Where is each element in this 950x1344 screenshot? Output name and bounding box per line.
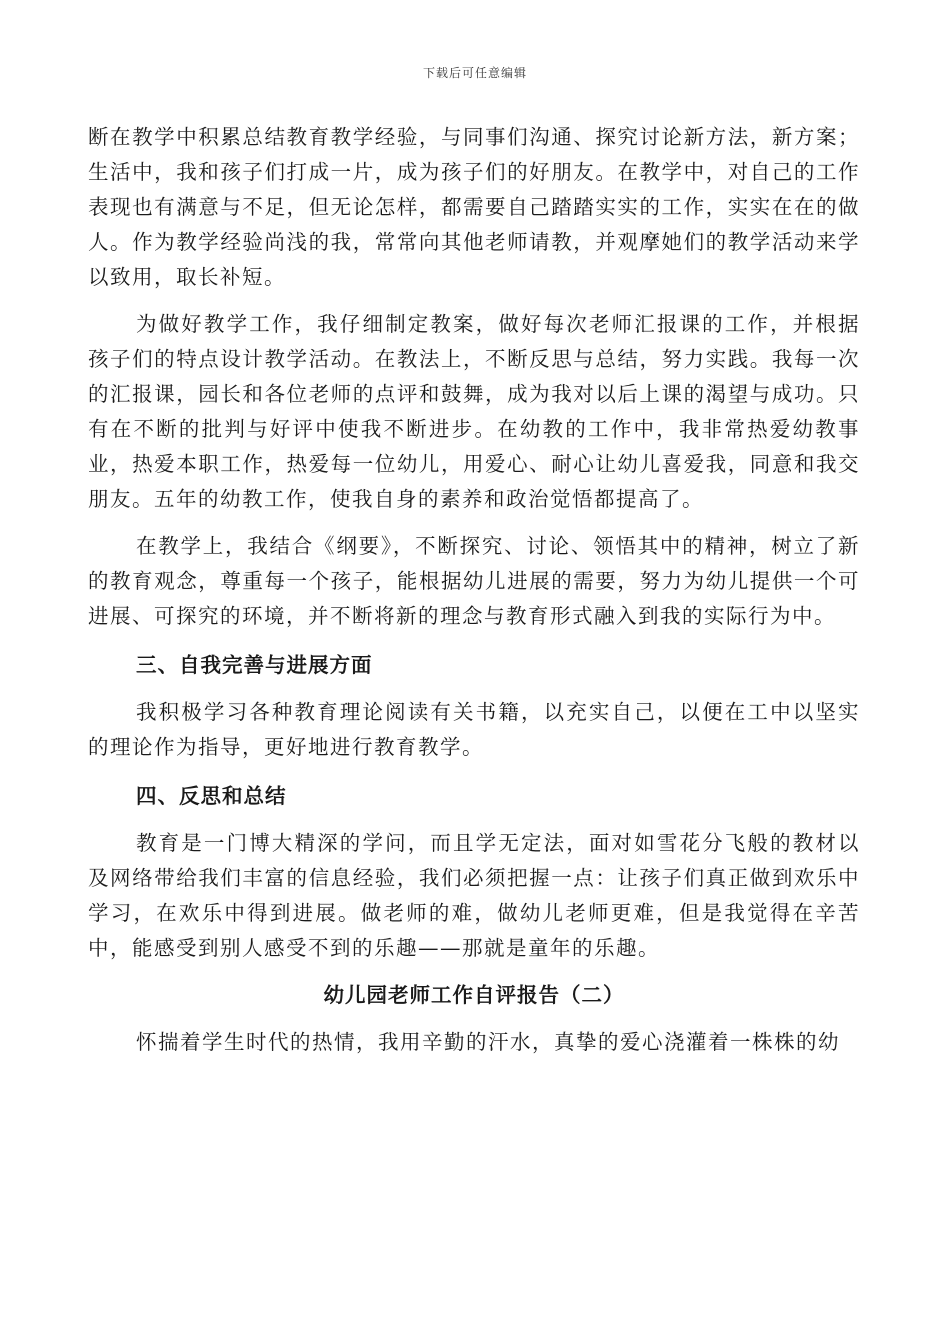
paragraph-outline-study: 在教学上，我结合《纲要》，不断探究、讨论、领悟其中的精神，树立了新的教育观念，尊重每一个孩子，能根据幼儿进展的需要，努力为幼儿提供一个可进展、可探究的环境，并不断将新的理念与教育形式融入到我的实际行为中。 (88, 534, 860, 628)
report-two-title: 幼儿园老师工作自评报告（二） (323, 983, 625, 1007)
paragraph-reflection: 教育是一门博大精深的学问，而且学无定法，面对如雪花分飞般的教材以及网络带给我们丰富的信息经验，我们必须把握一点：让孩子们真正做到欢乐中学习，在欢乐中得到进展。做老师的难，做幼儿老师更难，但是我觉得在辛苦中，能感受到别人感受不到的乐趣——那就是童年的乐趣。 (88, 831, 860, 960)
paragraph-teaching-work: 为做好教学工作，我仔细制定教案，做好每次老师汇报课的工作，并根据孩子们的特点设计教学活动。在教法上，不断反思与总结，努力实践。我每一次的汇报课，园长和各位老师的点评和鼓舞，成为我对以后上课的渴望与成功。只有在不断的批判与好评中使我不断进步。在幼教的工作中，我非常热爱幼教事业，热爱本职工作，热爱每一位幼儿，用爱心、耐心让幼儿喜爱我，同意和我交朋友。五年的幼教工作，使我自身的素养和政治觉悟都提高了。 (88, 312, 860, 511)
document-body (88, 120, 860, 1072)
section-heading-reflection: 四、反思和总结 (136, 784, 287, 808)
paragraph-continuation: 断在教学中积累总结教育教学经验，与同事们沟通、探究讨论新方法，新方案；生活中，我和孩子们打成一片，成为孩子们的好朋友。在教学中，对自己的工作表现也有满意与不足，但无论怎样，都需要自己踏踏实实的工作，实实在在的做人。作为教学经验尚浅的我，常常向其他老师请教，并观摩她们的教学活动来学以致用，取长补短。 (88, 125, 860, 289)
section-heading-self-improvement: 三、自我完善与进展方面 (136, 653, 373, 677)
paragraph-report-two-start: 怀揣着学生时代的热情，我用辛勤的汗水，真挚的爱心浇灌着一株株的幼 (136, 1030, 840, 1054)
header-note: 下载后可任意编辑 (422, 66, 527, 80)
paragraph-self-improvement: 我积极学习各种教育理论阅读有关书籍，以充实自己，以便在工中以坚实的理论作为指导，更好地进行教育教学。 (88, 700, 860, 759)
